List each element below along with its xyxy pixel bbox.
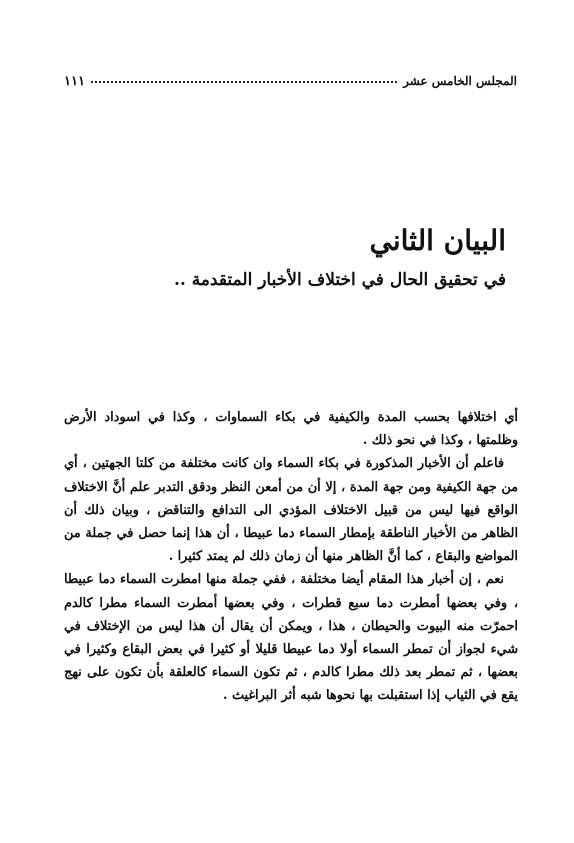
running-title: المجلس الخامس عشر — [403, 74, 517, 88]
section-heading: البيان الثاني — [369, 224, 506, 257]
running-header — [64, 71, 517, 91]
body-text — [64, 406, 518, 708]
page-number: ١١١ — [64, 73, 85, 89]
section-subheading: في تحقيق الحال في اختلاف الأخبار المتقدمة .. — [173, 270, 506, 290]
paragraph: نعم ، إن أخبار هذا المقام أيضا مختلفة ، ففي جملة منها امطرت السماء دما عبيطا ، وفي بعضها أمطرت دما سبع قطرات ، وفي بعضها أمطرت السماء مطرا كالدم احمرّت منه البيوت والحيطان ، هذا ، ويمكن أن يقال أن هذا ليس من الإختلاف في شيء لجواز أن تمطر السماء أولا دما عبيطا قليلا أو كثيرا في بعض البقاع وكثيرا في بعضها ، ثم تمطر بعد ذلك مطرا كالدم ، ثم تكون السماء كالعلقة بأن تكون على نهج يقع في الثياب إذا استقبلت بها نحوها شبه أثر البراغيث . — [64, 572, 518, 704]
paragraph: أي اختلافها بحسب المدة والكيفية في بكاء السماوات ، وكذا في اسوداد الأرض وظلمتها ، وكذا في نحو ذلك . — [64, 410, 518, 449]
paragraph: فاعلم أن الأخبار المذكورة في بكاء السماء وان كانت مختلفة من كلتا الجهتين ، أي من جهة الكيفية ومن جهة المدة ، إلا أن من أمعن النظر ودقق التدبر علم أنَّ الاختلاف الواقع فيها ليس من قبيل الاختلاف المؤدي الى التدافع والتناقض ، وبيان ذلك أن الظاهر من الأخبار الناطقة بإمطار السماء دما عبيطا ، أن هذا إنما حصل في جملة من المواضع والبقاع ، كما أنَّ الظاهر منها أن زمان ذلك لم يمتد كثيرا . — [64, 456, 518, 565]
dotted-leader — [91, 80, 397, 83]
